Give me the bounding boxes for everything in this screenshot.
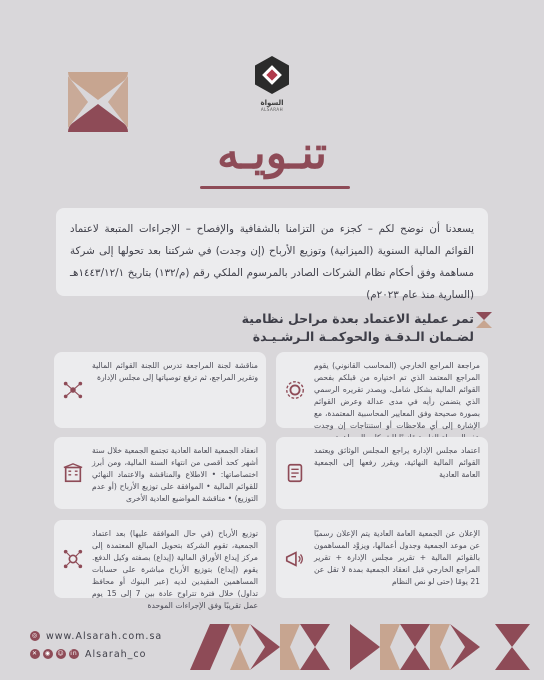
- section-marker-icon: [476, 312, 492, 328]
- decorative-hourglass-icon: [66, 70, 130, 134]
- step-6-text: توزيع الأرباح (في حال الموافقة عليها) بعد اعتماد الجمعية، تقوم الشركة بتحويل المبالغ المعتمدة إلى مركز إيداع الأوراق المالية (إيداع) بصفته وكيل الدفع. يقوم (إيداع) بتوزيع الأرباح مباشرة على حسابات المساهمين المقيدين لديه (عبر البنوك أو محافظ تداول) خلال فترة تتراوح عادة بين 7 إلى 15 يوم عمل تقريبًا وفق الإجراءات الموحدة: [92, 529, 259, 610]
- section-heading-line2: لضـمان الـدقـة والحوكمـة الـرشـيـدة: [252, 329, 474, 344]
- x-icon[interactable]: ✕: [31, 650, 39, 657]
- document-icon: [284, 462, 306, 484]
- brand-latin: ALSARAH: [260, 107, 284, 112]
- instagram-icon[interactable]: ◉: [44, 650, 52, 657]
- footer: [30, 627, 162, 663]
- footer-social-row: [30, 645, 162, 663]
- step-card-3: [276, 437, 488, 509]
- globe-icon: ◎: [31, 632, 39, 639]
- footer-website[interactable]: www.Alsarah.com.sa: [46, 630, 163, 642]
- intro-paragraph: يسعدنا أن نوضح لكم – كجزء من التزامنا بالشفافية والإفصاح – الإجراءات المتبعة لاعتماد القوائم المالية السنوية (الميزانية) وتوزيع الأرباح (إن وجدت) في شركتنا بعد تحولها إلى شركة مساهمة وفق أحكام نظام الشركات الصادر بالمرسوم الملكي رقم (م/١٣٢) بتاريخ ١٤٤٣/١٢/١هـ (السارية منذ عام ٢٠٢٣م): [56, 208, 488, 296]
- section-heading-line1: تمر عملية الاعتماد بعدة مراحل نظامية: [241, 311, 474, 326]
- footer-handle[interactable]: Alsarah_co: [85, 648, 147, 660]
- step-4-text: انعقاد الجمعية العامة العادية تجتمع الجمعية خلال ستة أشهر كحد أقصى من انتهاء السنة المالية، ومن أبرز اختصاصاتها: • الاطلاع والمناقشة والاعتماد النهائي للقوائم المالية • الموافقة على توزيع الأرباح (أو عدم التوزيع) • مناقشة المواضيع العادية الأخرى: [92, 446, 258, 503]
- decorative-pattern-icon: [190, 624, 530, 670]
- step-card-4: [54, 437, 266, 509]
- step-1-text: مراجعة المراجع الخارجي (المحاسب القانوني) يقوم المراجع المعتمد الذي تم اختياره من قبلكم بفحص القوائم المالية بشكل شامل، ويصدر تقريره الرسمي الذي يتضمن رأيه في مدى عدالة وعرض القوائم بصورة صحيحة وفق المعايير المحاسبية المعتمدة، مع الإشارة إلى أي ملاحظات أو استنتاجات إن وجدت: [314, 361, 480, 430]
- network-icon: [62, 379, 84, 401]
- footer-website-row[interactable]: [30, 627, 162, 645]
- section-heading: [242, 310, 474, 346]
- step-card-1: [276, 352, 488, 428]
- megaphone-icon: [284, 548, 306, 570]
- step-card-5: [276, 520, 488, 598]
- brand-logo: [252, 55, 292, 115]
- brand-name: السواة: [260, 99, 284, 107]
- gear-icon: [284, 379, 306, 401]
- step-card-2: [54, 352, 266, 428]
- page-title: تنـويـه: [217, 128, 327, 179]
- step-5-text: الإعلان عن الجمعية العامة العادية يتم الإعلان رسميًا عن موعد الجمعية وجدول أعمالها، ويزوَّد المساهمون بالقوائم المالية + تقرير مجلس الإدارة + تقرير المراجع الخارجي قبل انعقاد الجمعية بمدة لا تقل عن 21 يومًا (حتى لو نص النظام: [314, 529, 480, 586]
- step-2-text: مناقشة لجنة المراجعة تدرس اللجنة القوائم المالية وتقرير المراجع، ثم ترفع توصياتها إلى مجلس الإدارة: [92, 361, 258, 382]
- linkedin-icon[interactable]: in: [70, 650, 78, 657]
- building-icon: [62, 462, 84, 484]
- step-3-text: اعتماد مجلس الإدارة يراجع المجلس الوثائق ويعتمد القوائم المالية النهائية، ويقرر رفعها إلى الجمعية العامة العادية: [314, 446, 480, 479]
- money-icon: [62, 548, 84, 570]
- logo-hexagon-icon: [252, 55, 292, 95]
- step-card-6: [54, 520, 266, 610]
- title-underline: [200, 186, 350, 189]
- snapchat-icon[interactable]: ☺: [57, 650, 65, 657]
